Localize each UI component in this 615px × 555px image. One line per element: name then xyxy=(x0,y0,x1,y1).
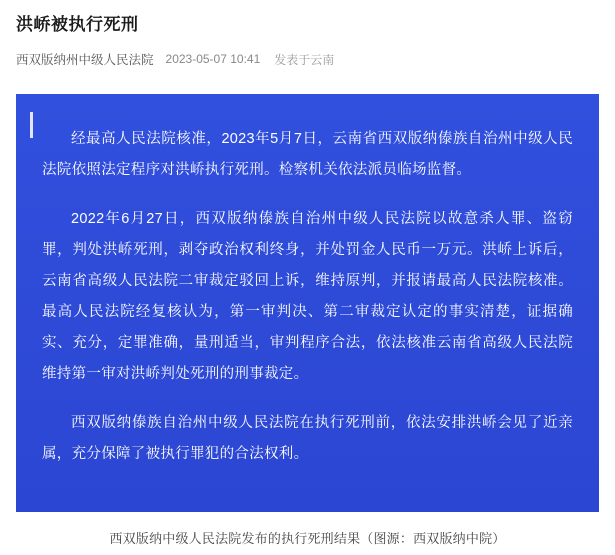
notice-paragraph: 西双版纳傣族自治州中级人民法院在执行死刑前，依法安排洪峤会见了近亲属，充分保障了被执行罪犯的合法权利。 xyxy=(42,415,573,462)
notice-card xyxy=(16,94,599,512)
article-source: 西双版纳州中级人民法院 xyxy=(16,53,154,67)
page-title: 洪峤被执行死刑 xyxy=(16,15,139,34)
notice-paragraph: 经最高人民法院核准，2023年5月7日，云南省西双版纳傣族自治州中级人民法院依照法定程序对洪峤执行死刑。检察机关依法派员临场监督。 xyxy=(42,131,573,178)
article-timestamp: 2023-05-07 10:41 xyxy=(165,52,261,66)
image-caption: 西双版纳中级人民法院发布的执行死刑结果（图源：西双版纳中院） xyxy=(109,531,506,546)
notice-image xyxy=(16,94,599,512)
notice-paragraph: 2022年6月27日，西双版纳傣族自治州中级人民法院以故意杀人罪、盗窃罪，判处洪峤死刑，剥夺政治权利终身，并处罚金人民币一万元。洪峤上诉后，云南省高级人民法院二审裁定驳回上诉，维持原判，并报请最高人民法院核准。最高人民法院经复核认为，第一审判决、第二审裁定认定的事实清楚，证据确实、充分，定罪准确，量刑适当，审判程序合法，依法核准云南省高级人民法院维持第一审对洪峤判处死刑的刑事裁定。 xyxy=(42,211,573,382)
article-location: 发表于云南 xyxy=(274,52,335,67)
quote-bar-icon xyxy=(30,112,33,138)
article-meta xyxy=(16,50,599,68)
